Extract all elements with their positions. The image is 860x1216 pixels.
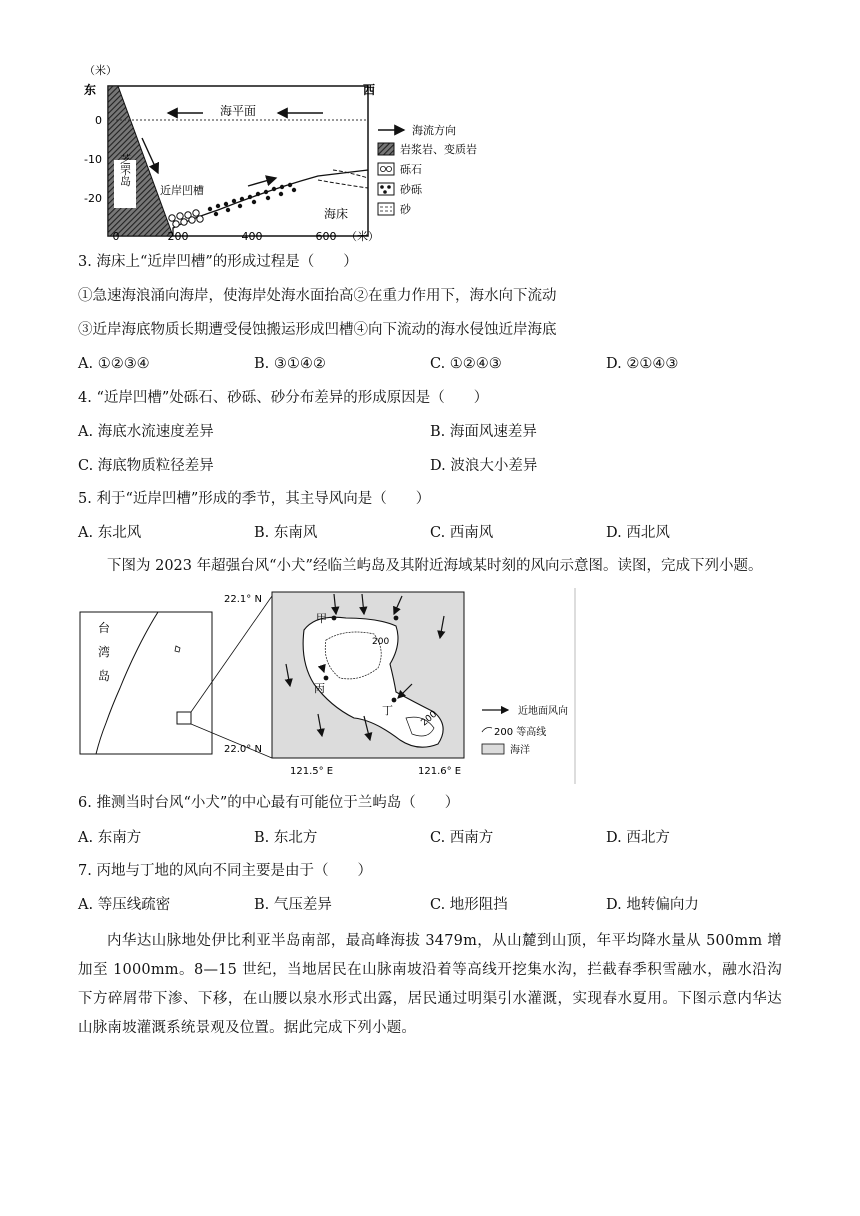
legend-sand: 砂 [400,203,411,216]
q5-option-a[interactable]: A. 东北风 [78,525,142,541]
taiwan-label: 台 [98,621,111,635]
q7-option-c[interactable]: C. 地形阻挡 [430,897,508,913]
q4-option-b[interactable]: B. 海面风速差异 [430,424,537,440]
place-bing: 丙 [314,682,325,695]
typhoon-intro: 下图为 2023 年超强台风“小犬”经临兰屿岛及其附近海域某时刻的风向示意图。读图，完成下列小题。 [107,558,763,574]
y-unit-label: （米） [84,64,117,77]
legend-rock-swatch [378,143,394,155]
lat-top-label: 22.1° N [224,594,262,605]
place-jia: 甲 [316,612,327,625]
x-tick: 400 [241,230,263,243]
q5-option-c[interactable]: C. 西南风 [430,525,494,541]
q7-option-b[interactable]: B. 气压差异 [254,897,332,913]
q3-line1: ①急速海浪涌向海岸，使海岸处海水面抬高②在重力作用下，海水向下流动 [78,288,557,304]
q7-option-a[interactable]: A. 等压线疏密 [78,897,171,913]
y-tick: -20 [84,192,102,205]
island-label: 芝罘岛 [118,153,132,187]
seabed-cross-section-figure [78,58,548,248]
legend-wind: 近地面风向 [518,706,568,717]
taiwan-label: 岛 [98,669,111,683]
east-label: 东 [84,83,97,97]
q7-option-d[interactable]: D. 地转偏向力 [606,897,699,913]
west-label: 西 [363,83,376,97]
q3-stem: 3. 海床上“近岸凹槽”的形成过程是（ ） [78,254,358,270]
q5-option-d[interactable]: D. 西北风 [606,525,670,541]
lat-bottom-label: 22.0° N [224,744,262,755]
x-unit-label: （米） [346,230,379,243]
q6-stem: 6. 推测当时台风“小犬”的中心最有可能位于兰屿岛（ ） [78,795,460,811]
q6-option-a[interactable]: A. 东南方 [78,830,142,846]
taiwan-label: 湾 [98,645,111,659]
legend-contour-icon [482,728,492,733]
q6-option-c[interactable]: C. 西南方 [430,830,494,846]
typhoon-wind-map-figure [78,588,598,784]
legend-ocean-swatch [482,744,504,754]
q5-option-b[interactable]: B. 东南风 [254,525,318,541]
y-tick: -10 [84,153,102,166]
legend-contour: 200 等高线 [494,727,547,738]
seabed-label: 海床 [324,207,349,221]
sierra-nevada-intro: 内华达山脉地处伊比利亚半岛南部，最高峰海拔 3479m，从山麓到山顶，年平均降水量从 500mm 增加至 1000mm。8—15 世纪，当地居民在山脉南坡沿着等高线开挖集水沟，拦截春季积雪融水，融水沿沟下方碎屑带下渗、下移，在山腰以泉水形式出露，居民通过明渠引水灌溉，实现春水夏用。下图示意内华达山脉南坡灌溉系统景观及位置。据此完成下列小题。 [78,933,782,1036]
q4-option-d[interactable]: D. 波浪大小差异 [430,458,538,474]
q3-line2: ③近岸海底物质长期遭受侵蚀搬运形成凹槽④向下流动的海水侵蚀近岸海底 [78,322,557,338]
q3-option-c[interactable]: C. ①②④③ [430,356,502,372]
legend-current: 海流方向 [412,124,456,137]
q7-stem: 7. 丙地与丁地的风向不同主要是由于（ ） [78,863,372,879]
q3-option-b[interactable]: B. ③①④② [254,356,326,372]
contour-label: 200 [419,709,440,729]
legend-ocean: 海洋 [510,745,530,756]
q5-stem: 5. 利于“近岸凹槽”形成的季节，其主导风向是（ ） [78,491,431,507]
q6-option-d[interactable]: D. 西北方 [606,830,670,846]
legend-sandgravel: 砂砾 [400,183,422,196]
y-tick: 0 [95,114,102,127]
contour-label: 200 [372,637,390,647]
x-tick: 200 [167,230,189,243]
x-tick: 600 [315,230,337,243]
q3-option-d[interactable]: D. ②①④③ [606,356,679,372]
q4-stem: 4. “近岸凹槽”处砾石、砂砾、砂分布差异的形成原因是（ ） [78,390,489,406]
lon-right-label: 121.6° E [418,766,462,777]
lon-left-label: 121.5° E [290,766,334,777]
legend-gravel: 砾石 [400,163,422,176]
x-tick: 0 [112,230,120,243]
trough-label: 近岸凹槽 [160,184,204,197]
q3-option-a[interactable]: A. ①②③④ [78,356,150,372]
place-ding: 丁 [382,704,393,717]
q4-option-a[interactable]: A. 海底水流速度差异 [78,424,214,440]
sea-level-label: 海平面 [219,104,257,118]
q4-option-c[interactable]: C. 海底物质粒径差异 [78,458,214,474]
q6-option-b[interactable]: B. 东北方 [254,830,318,846]
legend-rock: 岩浆岩、变质岩 [400,143,477,156]
